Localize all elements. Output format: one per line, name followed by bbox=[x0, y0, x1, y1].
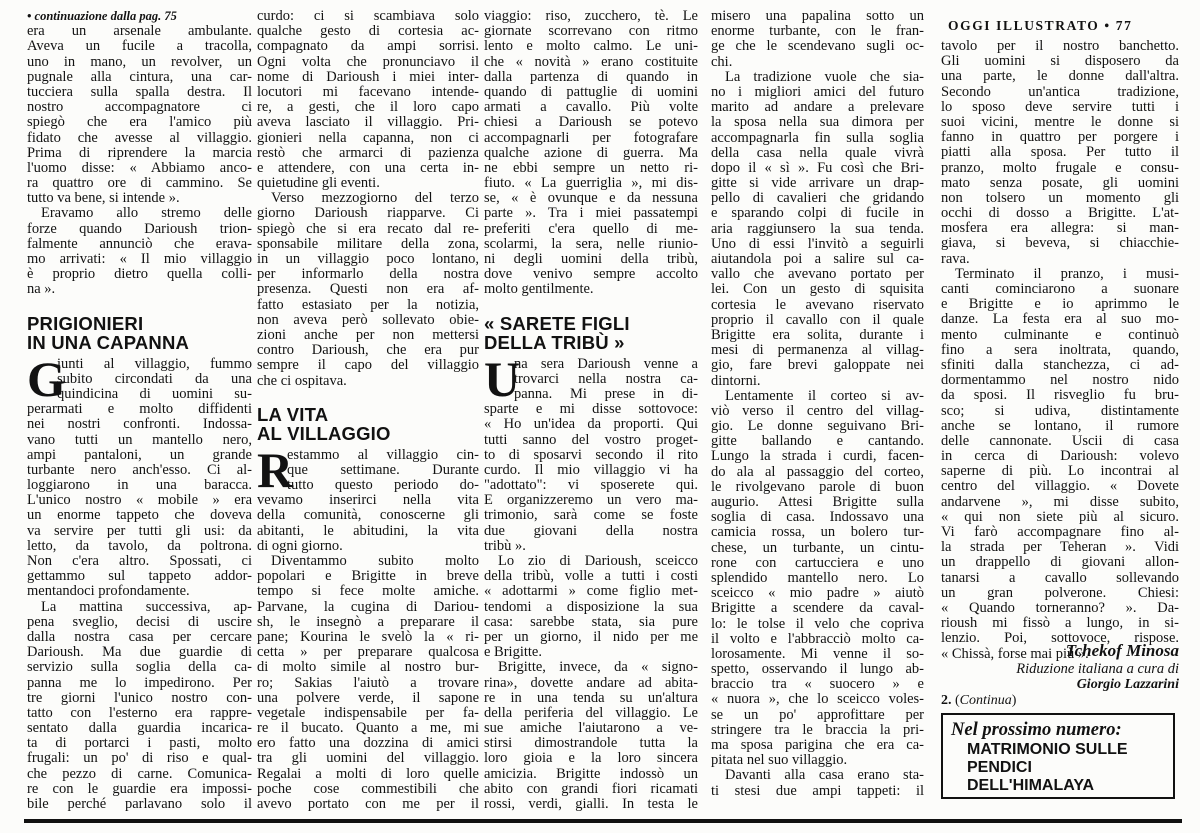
text-line: « Quando torneranno? ». Da- bbox=[941, 599, 1179, 616]
text-line: giorno Darioush riapparve. Ci bbox=[257, 205, 479, 222]
text-line: lento e molto calmo. Le uni- bbox=[484, 38, 698, 55]
text-line: dormentammo nel nostro nido bbox=[941, 372, 1179, 389]
text-line: piatti alla sposa. Per tutto il bbox=[941, 144, 1179, 161]
text-line: Brigitte, invece, da « signo- bbox=[498, 659, 698, 676]
part-indicator: 2. (Continua) bbox=[941, 693, 1017, 708]
text-line: panna. Mi prese in di- bbox=[514, 385, 698, 402]
text-line: tanarsi a cavallo sollevando bbox=[941, 569, 1179, 586]
text-line: Eravamo allo stremo delle bbox=[41, 205, 252, 222]
next-issue-title-line: DELL'HIMALAYA bbox=[967, 777, 1095, 794]
text-line: il volto e l'abbracciò molto ca- bbox=[711, 630, 924, 647]
text-line: cetta » per preparare qualcosa bbox=[257, 644, 479, 661]
next-issue-box bbox=[941, 713, 1175, 799]
text-line: camicia rossa, un bolero tur- bbox=[711, 524, 924, 541]
text-line: iunti al villaggio, fummo bbox=[57, 355, 252, 372]
paragraph bbox=[941, 39, 1179, 267]
text-line: dopo il « sì ». Fu così che Bri- bbox=[711, 159, 924, 176]
dropcap-paragraph bbox=[27, 350, 252, 600]
part-status: Continua bbox=[959, 693, 1012, 708]
text-line: abitanti, le abitudini, la vita bbox=[257, 522, 479, 539]
text-line: vallo che avevano portato per bbox=[711, 266, 924, 283]
text-line: in un villaggio poco lontano, bbox=[257, 251, 479, 267]
text-line: Lungo la strada i curdi, facen- bbox=[711, 448, 924, 465]
text-line: sponsabile militare della zona, bbox=[257, 235, 479, 252]
text-line: che « novità » erano costituite bbox=[484, 53, 698, 70]
text-line: parte ». Tra i miei passatempi bbox=[484, 205, 698, 222]
text-line: na ». bbox=[27, 281, 56, 298]
text-line: ta di portarci i pasti, molto bbox=[27, 735, 252, 752]
text-line: gitte si vide arrivare un drap- bbox=[711, 175, 924, 192]
text-line: enorme turbante, con le fran- bbox=[711, 23, 924, 40]
paragraph bbox=[484, 554, 698, 660]
text-line: mentandoci profondamente. bbox=[27, 583, 190, 600]
text-line: Verso mezzogiorno del terzo bbox=[271, 190, 479, 207]
text-line: uno in mano, un revolver, un bbox=[27, 53, 252, 70]
text-line: proprio il cavallo con il quale bbox=[711, 311, 924, 328]
text-line: lei. Con un gesto di squisita bbox=[711, 281, 924, 298]
paragraph bbox=[711, 9, 924, 70]
text-line: augurio. Attesi Brigitte sulla bbox=[711, 494, 924, 510]
column-4 bbox=[711, 9, 924, 799]
text-line: bile perché parlavano solo il bbox=[27, 796, 252, 812]
text-line: mosfera era allegra: si man- bbox=[941, 220, 1179, 237]
text-line: era un arsenale ambulante. bbox=[27, 23, 252, 40]
text-line: quindicina di uomini su- bbox=[57, 385, 252, 402]
text-line: « Ho un'idea da proporti. Qui bbox=[484, 416, 698, 433]
text-line: tutti sanno del vostro proget- bbox=[484, 431, 698, 448]
text-line: la sposa nella sua dimora per bbox=[711, 114, 924, 131]
text-line: restò che armarci di pazienza bbox=[257, 144, 479, 161]
text-line: stirsi dimostrandole tutta la bbox=[484, 735, 698, 752]
text-line: gio. Le donne seguivano Bri- bbox=[711, 418, 924, 435]
text-line: loggiarono in una baracca. bbox=[27, 477, 252, 494]
article-credits bbox=[941, 641, 1179, 709]
text-line: sfiniti dalla stanchezza, ci ad- bbox=[941, 356, 1179, 373]
text-line: forze quando Darioush trion- bbox=[27, 220, 252, 237]
text-line: gitte ballando e cantando. bbox=[711, 433, 924, 450]
text-line: scolarmi, la sera, nelle riunio- bbox=[484, 235, 698, 252]
text-line: pello di cavalieri che gridando bbox=[711, 190, 924, 207]
text-line: da sposi. Il risveglio fu bru- bbox=[941, 387, 1179, 404]
text-line: braccio tra « suocero » e bbox=[711, 676, 924, 693]
text-line: accompagnarli per fotografare bbox=[484, 129, 698, 146]
text-line: pena sveglio, decisi di uscire bbox=[27, 613, 252, 630]
text-line: misero una papalina sotto un bbox=[711, 8, 924, 24]
text-line: Davanti alla casa erano sta- bbox=[725, 767, 924, 784]
text-line: della tribù, volle a tutti i costi bbox=[484, 568, 698, 585]
text-line: falmente annunciò che erava- bbox=[27, 235, 252, 252]
text-line: tribù ». bbox=[484, 537, 526, 554]
text-line: pitata nel suo villaggio. bbox=[711, 752, 848, 769]
text-line: le rivolgevano parole di buon bbox=[711, 478, 924, 495]
text-line: lo: le tolse il velo che copriva bbox=[711, 615, 924, 632]
text-line: la strada per Teheran ». Vidi bbox=[941, 539, 1179, 556]
text-line: sceicco « mio padre » aiutò bbox=[711, 585, 924, 602]
text-line: qualche azione di guerra. Ma bbox=[484, 144, 698, 161]
drop-cap-letter: R bbox=[257, 441, 294, 498]
column-1 bbox=[27, 9, 252, 812]
text-line: che ci ospitava. bbox=[257, 372, 347, 389]
text-line: un gran polverone. Chiesi: bbox=[941, 584, 1179, 601]
text-line: della comunità, conoscerne gli bbox=[257, 507, 479, 524]
text-line: perarmati e molto diffidenti bbox=[27, 401, 252, 418]
text-line: re in una tenda su un'altura bbox=[484, 689, 698, 706]
text-line: Aveva un fucile a tracolla, bbox=[27, 38, 252, 55]
text-line: fino a sera inoltrata, quando, bbox=[941, 341, 1179, 358]
page-header bbox=[948, 18, 1144, 34]
text-line: lorosamente. Mi venne il so- bbox=[711, 645, 924, 662]
text-line: Parvane, la cugina di Dariou- bbox=[257, 598, 479, 615]
text-line: rossi, verdi, gialli. In testa le bbox=[484, 796, 698, 812]
text-line: re, a gesti, che il loro capo bbox=[257, 99, 479, 116]
dropcap-paragraph bbox=[257, 441, 479, 554]
text-line: Lentamente il corteo si av- bbox=[725, 387, 924, 404]
text-line: Diventammo subito molto bbox=[271, 553, 479, 569]
paragraph bbox=[711, 70, 924, 389]
text-line: ge che le scendevano sugli oc- bbox=[711, 38, 924, 55]
text-line: vano tutti un mantello nero, bbox=[27, 431, 252, 448]
text-line: rina», dovette andare ad abita- bbox=[484, 674, 698, 691]
text-line: letto, da tavolo, da poltrona. bbox=[27, 537, 252, 554]
part-number: 2. bbox=[941, 693, 952, 708]
text-line: ra quattro ore di cammino. Se bbox=[27, 175, 252, 192]
text-line: occhi di dosso a Brigitte. L'at- bbox=[941, 205, 1179, 222]
text-line: amicizia. Brigitte indossò un bbox=[484, 765, 698, 782]
text-line: spiegò che si era recato dal re- bbox=[257, 220, 479, 237]
text-line: tavolo per il nostro banchetto. bbox=[941, 38, 1179, 54]
text-line: Non c'era altro. Spossati, ci bbox=[27, 553, 252, 569]
paragraph bbox=[27, 24, 252, 206]
text-line: chiesi a Darioush se potevo bbox=[484, 114, 698, 131]
dropcap-paragraph bbox=[484, 350, 698, 554]
text-line: « qui non siete più al sicuro. bbox=[941, 508, 1179, 525]
text-line: nome di Darioush i miei inter- bbox=[257, 68, 479, 85]
text-line: "adottato": vi sposerete qui. bbox=[484, 477, 698, 494]
text-line: chese, un turbante, un cintu- bbox=[711, 539, 924, 556]
text-line: delle cannonate. Uscii di casa bbox=[941, 432, 1179, 449]
text-line: Darioush. Ma due guardie di bbox=[27, 644, 252, 661]
text-line: fiuto. « La guerriglia », mi dis- bbox=[484, 175, 698, 192]
text-line: gio, fare brevi galoppate nei bbox=[711, 357, 924, 374]
text-line: spiegò che era l'amico più bbox=[27, 114, 252, 131]
text-line: trovarci nella nostra ca- bbox=[514, 370, 698, 387]
text-line: soglia di casa. Indossavo una bbox=[711, 509, 924, 526]
section-heading-line: LA VITA bbox=[257, 403, 329, 425]
text-line: dalla partenza di quando in bbox=[484, 68, 698, 85]
text-line: Lo zio di Darioush, sceicco bbox=[498, 553, 698, 569]
column-3 bbox=[484, 9, 698, 812]
text-line: danze. La festa era al suo mo- bbox=[941, 311, 1179, 328]
text-line: splendido mantello nero. Lo bbox=[711, 569, 924, 586]
text-line: turbante nero anch'esso. Ci al- bbox=[27, 461, 252, 478]
text-line: rava. bbox=[941, 250, 970, 267]
text-line: tutto va bene, si intende ». bbox=[27, 190, 180, 207]
text-line: non tolsero un momento gli bbox=[941, 189, 1179, 206]
text-line: e Brigitte e io aprimmo le bbox=[941, 296, 1179, 313]
text-line: popolari e Brigitte in breve bbox=[257, 568, 479, 585]
text-line: saperne di più. Lo incontrai al bbox=[941, 463, 1179, 480]
text-line: E organizzeremo un vero ma- bbox=[484, 492, 698, 509]
bottom-rule-divider bbox=[24, 819, 1182, 823]
text-line: rioush mi fissò a lungo, in si- bbox=[941, 615, 1179, 632]
text-line: vevamo inserirci nella vita bbox=[257, 492, 479, 509]
section-heading-line: IN UNA CAPANNA bbox=[27, 331, 190, 353]
text-line: della casa nella quale vivrà bbox=[711, 144, 924, 161]
text-line: mato senza posate, gli uomini bbox=[941, 174, 1179, 191]
text-line: ampi pantaloni, un grande bbox=[27, 446, 252, 463]
text-line: armati a cavallo. Più volte bbox=[484, 99, 698, 116]
text-line: giornate scorrevano con ritmo bbox=[484, 23, 698, 40]
text-line: suoi vicini, mentre le donne si bbox=[941, 113, 1179, 130]
text-line: tatto con l'esterno era rappre- bbox=[27, 704, 252, 721]
text-line: ro; Sakias l'aiutò a trovare bbox=[257, 674, 479, 691]
text-line: gettammo sul tappeto addor- bbox=[27, 568, 252, 585]
text-line: l'uomo disse: « Abbiamo anco- bbox=[27, 159, 252, 176]
text-line: della periferia del villaggio. Le bbox=[484, 704, 698, 721]
text-line: spetto, osservando il lungo ab- bbox=[711, 661, 924, 678]
text-line: « Chissà, forse mai più ». bbox=[941, 645, 1089, 662]
text-line: Gli uomini si disposero da bbox=[941, 53, 1179, 70]
next-issue-title-line: PENDICI bbox=[967, 759, 1032, 776]
text-line: ni degli uomini della tribù, bbox=[484, 251, 698, 267]
text-line: in cerca di Darioush: volevo bbox=[941, 448, 1179, 465]
text-line: Secondo un'antica tradizione, bbox=[941, 83, 1179, 100]
translation-note: Riduzione italiana a cura di bbox=[1016, 661, 1179, 677]
text-line: sh, le insegnò a preparare il bbox=[257, 613, 479, 630]
text-line: se, « è ovunque e da nessuna bbox=[484, 190, 698, 207]
text-line: servizio sulla soglia della ca- bbox=[27, 659, 252, 676]
text-line: due giovani della nostra bbox=[484, 522, 698, 539]
text-line: curdo: ci si scambiava solo bbox=[257, 8, 479, 24]
text-line: sue amiche l'aiutarono a ve- bbox=[484, 720, 698, 737]
text-line: avevo portato con me per il bbox=[257, 796, 479, 812]
column-2 bbox=[257, 9, 479, 812]
text-line: se un po' approfittare per bbox=[711, 706, 924, 723]
text-line: va servire per tutti gli usi: da bbox=[27, 522, 252, 539]
text-line: una parte, le donne dall'altra. bbox=[941, 68, 1179, 85]
text-line: per informarlo della nostra bbox=[257, 266, 479, 283]
text-line: re con le guardie era impossi- bbox=[27, 780, 252, 797]
text-line: dalla nostra casa per cercare bbox=[27, 628, 252, 645]
text-line: « nuora », che lo sceicco voles- bbox=[711, 691, 924, 708]
text-line: Regalai a molti di loro quelle bbox=[257, 765, 479, 782]
section-heading bbox=[27, 314, 252, 352]
text-line: dove venivo sempre accolto bbox=[484, 266, 698, 283]
translator-name: Giorgio Lazzarini bbox=[1076, 677, 1179, 692]
text-line: di molto simile al nostro bur- bbox=[257, 659, 479, 676]
text-line: lenzio. Poi, sottovoce, rispose. bbox=[941, 630, 1179, 647]
text-line: tra gli uomini del villaggio. bbox=[257, 750, 479, 767]
paragraph bbox=[257, 191, 479, 388]
section-heading bbox=[257, 405, 479, 443]
page-number: 77 bbox=[1115, 18, 1133, 33]
continuation-note bbox=[27, 9, 252, 24]
text-line: ma sposa parigina che era ca- bbox=[711, 737, 924, 753]
text-line: mento culminante e continuò bbox=[941, 326, 1179, 343]
text-line: rone con cartucciera e uno bbox=[711, 554, 924, 571]
text-line: per un giorno, il nido per me bbox=[484, 628, 698, 645]
text-line: tre giorni l'unico nostro con- bbox=[27, 689, 252, 706]
text-line: giava, si beveva, si chiacchie- bbox=[941, 235, 1179, 252]
text-line: Uno di essi l'invitò a seguirli bbox=[711, 235, 924, 252]
text-line: compagnato da ampi sorrisi. bbox=[257, 38, 479, 55]
text-line: e Brigitte. bbox=[484, 644, 542, 661]
text-line: fidato che avesse al villaggio. bbox=[27, 129, 252, 146]
paragraph bbox=[711, 768, 924, 798]
text-line: tendomi a disposizione la sua bbox=[484, 598, 698, 615]
text-line: La tradizione vuole che sia- bbox=[725, 68, 924, 85]
text-line: che pezzo di carne. Comunica- bbox=[27, 765, 252, 782]
text-line: e attendere, con una certa in- bbox=[257, 159, 479, 176]
text-line: cortesia le avevano riservato bbox=[711, 296, 924, 313]
section-heading-line: DELLA TRIBÙ » bbox=[484, 331, 625, 353]
text-line: frugali: un po' di riso e qual- bbox=[27, 750, 252, 767]
text-line: preferiti c'era quello di me- bbox=[484, 220, 698, 237]
text-line: nostro accompagnatore ci bbox=[27, 99, 252, 116]
text-line: qualche gesto di cortesia ac- bbox=[257, 23, 479, 40]
paragraph bbox=[941, 267, 1179, 662]
text-line: Vi farò accompagnare fino al- bbox=[941, 524, 1179, 540]
text-line: tucciera sulla spalla destra. Il bbox=[27, 83, 252, 100]
text-line: curdo. Il mio villaggio vi ha bbox=[484, 461, 698, 478]
next-issue-label: Nel prossimo numero: bbox=[951, 720, 1122, 740]
text-line: sco; si udiva, distintamente bbox=[941, 402, 1179, 419]
text-line: presenza. Questi non era af- bbox=[257, 281, 479, 298]
paragraph bbox=[484, 9, 698, 298]
section-heading-line: AL VILLAGGIO bbox=[257, 422, 391, 444]
text-line: e sparando colpi di fucile in bbox=[711, 205, 924, 222]
text-line: abito con grandi fiori ricamati bbox=[484, 780, 698, 797]
text-line: viaggio: riso, zucchero, tè. Le bbox=[484, 8, 698, 24]
text-line: La mattina successiva, ap- bbox=[41, 598, 252, 615]
text-line: zioni anche per non mettersi bbox=[257, 326, 479, 343]
text-line: dintorni. bbox=[711, 372, 761, 389]
text-line: quietudine gli eventi. bbox=[257, 175, 380, 192]
paragraph bbox=[257, 554, 479, 812]
text-line: to di sposarvi secondo il rito bbox=[484, 446, 698, 463]
text-line: poche cose commestibili che bbox=[257, 780, 479, 797]
section-heading-line: « SARETE FIGLI bbox=[484, 312, 630, 334]
text-line: mo arrivati: « Il mio villaggio bbox=[27, 251, 252, 267]
text-line: Prima di riprendere la marcia bbox=[27, 144, 252, 161]
text-line: no i migliori amici del futuro bbox=[711, 83, 924, 100]
section-heading-line: PRIGIONIERI bbox=[27, 312, 144, 334]
text-line: tempo si fece molte amiche. bbox=[257, 583, 479, 600]
text-line: nei nostri confronti. Indossa- bbox=[27, 416, 252, 433]
text-line: molto gentilmente. bbox=[484, 281, 594, 298]
text-line: re il bucato. Quanto a me, mi bbox=[257, 720, 479, 737]
text-line: andarvene », mi disse subito, bbox=[941, 493, 1179, 510]
text-line: non aveva però sollevato obie- bbox=[257, 311, 479, 328]
text-line: vegetale indispensabile per fa- bbox=[257, 704, 479, 721]
text-line: mesi di permanenza al villag- bbox=[711, 342, 924, 359]
text-line: L'unico nostro « mobile » era bbox=[27, 492, 252, 509]
text-line: sempre il capo del villaggio bbox=[257, 357, 479, 374]
paragraph bbox=[484, 660, 698, 812]
text-line: canti cominciarono a suonare bbox=[941, 281, 1179, 297]
text-line: quando di pattuglie di uomini bbox=[484, 83, 698, 100]
continuation-text: continuazione dalla pag. 75 bbox=[34, 9, 177, 23]
text-line: una polvere verde, il sapone bbox=[257, 689, 479, 706]
text-line: Brigitte a scendere da caval- bbox=[711, 600, 924, 617]
text-line: marito ad andare a prelevare bbox=[711, 99, 924, 116]
text-line: un enorme tappeto che doveva bbox=[27, 507, 252, 524]
text-line: ero fatto una dozzina di amici bbox=[257, 735, 479, 752]
paragraph bbox=[257, 9, 479, 191]
text-line: accompagnarla fin sulla soglia bbox=[711, 129, 924, 146]
text-line: aria raggiunsero la sua tenda. bbox=[711, 220, 924, 237]
text-line: do ala al passaggio del corteo, bbox=[711, 463, 924, 480]
text-line: subito circondati da una bbox=[57, 370, 252, 387]
text-line: ne ebbi sempre un netto ri- bbox=[484, 159, 698, 176]
text-line: tutto questo periodo do- bbox=[287, 477, 479, 494]
text-line: pugnale alla cintura, una car- bbox=[27, 68, 252, 85]
drop-cap-letter: U bbox=[484, 350, 521, 407]
text-line: stringere tra le braccia la pri- bbox=[711, 721, 924, 738]
text-line: locutori mi facevano intende- bbox=[257, 83, 479, 100]
text-line: chi. bbox=[711, 53, 733, 70]
text-line: di ogni giorno. bbox=[257, 537, 343, 554]
text-line: contro Darioush, che era pur bbox=[257, 342, 479, 359]
separator-bullet: • bbox=[1104, 18, 1111, 33]
text-line: fanno in quattro per porgere i bbox=[941, 129, 1179, 146]
text-line: anche se lontano, il rumore bbox=[941, 417, 1179, 434]
text-line: pranzo, molto frugale e consu- bbox=[941, 159, 1179, 176]
text-line: gionieri nella capanna, non ci bbox=[257, 129, 479, 146]
text-line: un drappello di giovani allon- bbox=[941, 554, 1179, 571]
author-name: Tchekof Minosa bbox=[1065, 641, 1179, 660]
paragraph bbox=[27, 206, 252, 297]
text-line: na sera Darioush venne a bbox=[514, 355, 698, 372]
magazine-title: OGGI ILLUSTRATO bbox=[948, 18, 1100, 33]
text-line: estammo al villaggio cin- bbox=[287, 446, 479, 463]
text-line: centro del villaggio. « Dovete bbox=[941, 478, 1179, 495]
text-line: viò verso il centro del villag- bbox=[711, 402, 924, 419]
next-issue-title-line: MATRIMONIO SULLE bbox=[967, 741, 1128, 758]
bullet-icon: • bbox=[27, 9, 32, 23]
text-line: Brigitte era solita, durante i bbox=[711, 326, 924, 343]
paragraph bbox=[27, 600, 252, 813]
text-line: sentato dalla guardia incarica- bbox=[27, 720, 252, 737]
text-line: aiutandola poi a salire sul ca- bbox=[711, 251, 924, 267]
text-line: « adottarmi » come figlio met- bbox=[484, 583, 698, 600]
paragraph bbox=[711, 389, 924, 769]
text-line: que settimane. Durante bbox=[287, 461, 479, 478]
text-line: aveva lasciato il villaggio. Pri- bbox=[257, 114, 479, 131]
text-line: loro gioia e la loro sincera bbox=[484, 750, 698, 767]
text-line: ti stesi due ampi tappeti: il bbox=[711, 782, 924, 799]
column-5 bbox=[941, 39, 1179, 662]
text-line: Ogni volta che pronunciavo il bbox=[257, 53, 479, 70]
text-line: panna me lo impedirono. Per bbox=[27, 674, 252, 691]
text-line: pane; Kourina le svelò la « ri- bbox=[257, 628, 479, 645]
text-line: casa: sarebbe stata, sia pure bbox=[484, 613, 698, 630]
section-heading bbox=[484, 314, 698, 352]
text-line: fatto estasiato per la notizia, bbox=[257, 296, 479, 313]
drop-cap-letter: G bbox=[27, 350, 66, 407]
text-line: lo sposo deve servire tutti i bbox=[941, 98, 1179, 115]
text-line: è proprio dietro quella colli- bbox=[27, 266, 252, 283]
text-line: trimonio, sarà come se foste bbox=[484, 507, 698, 524]
text-line: Terminato il pranzo, i musi- bbox=[955, 265, 1179, 282]
text-line: sparte e mi disse sottovoce: bbox=[484, 401, 698, 418]
